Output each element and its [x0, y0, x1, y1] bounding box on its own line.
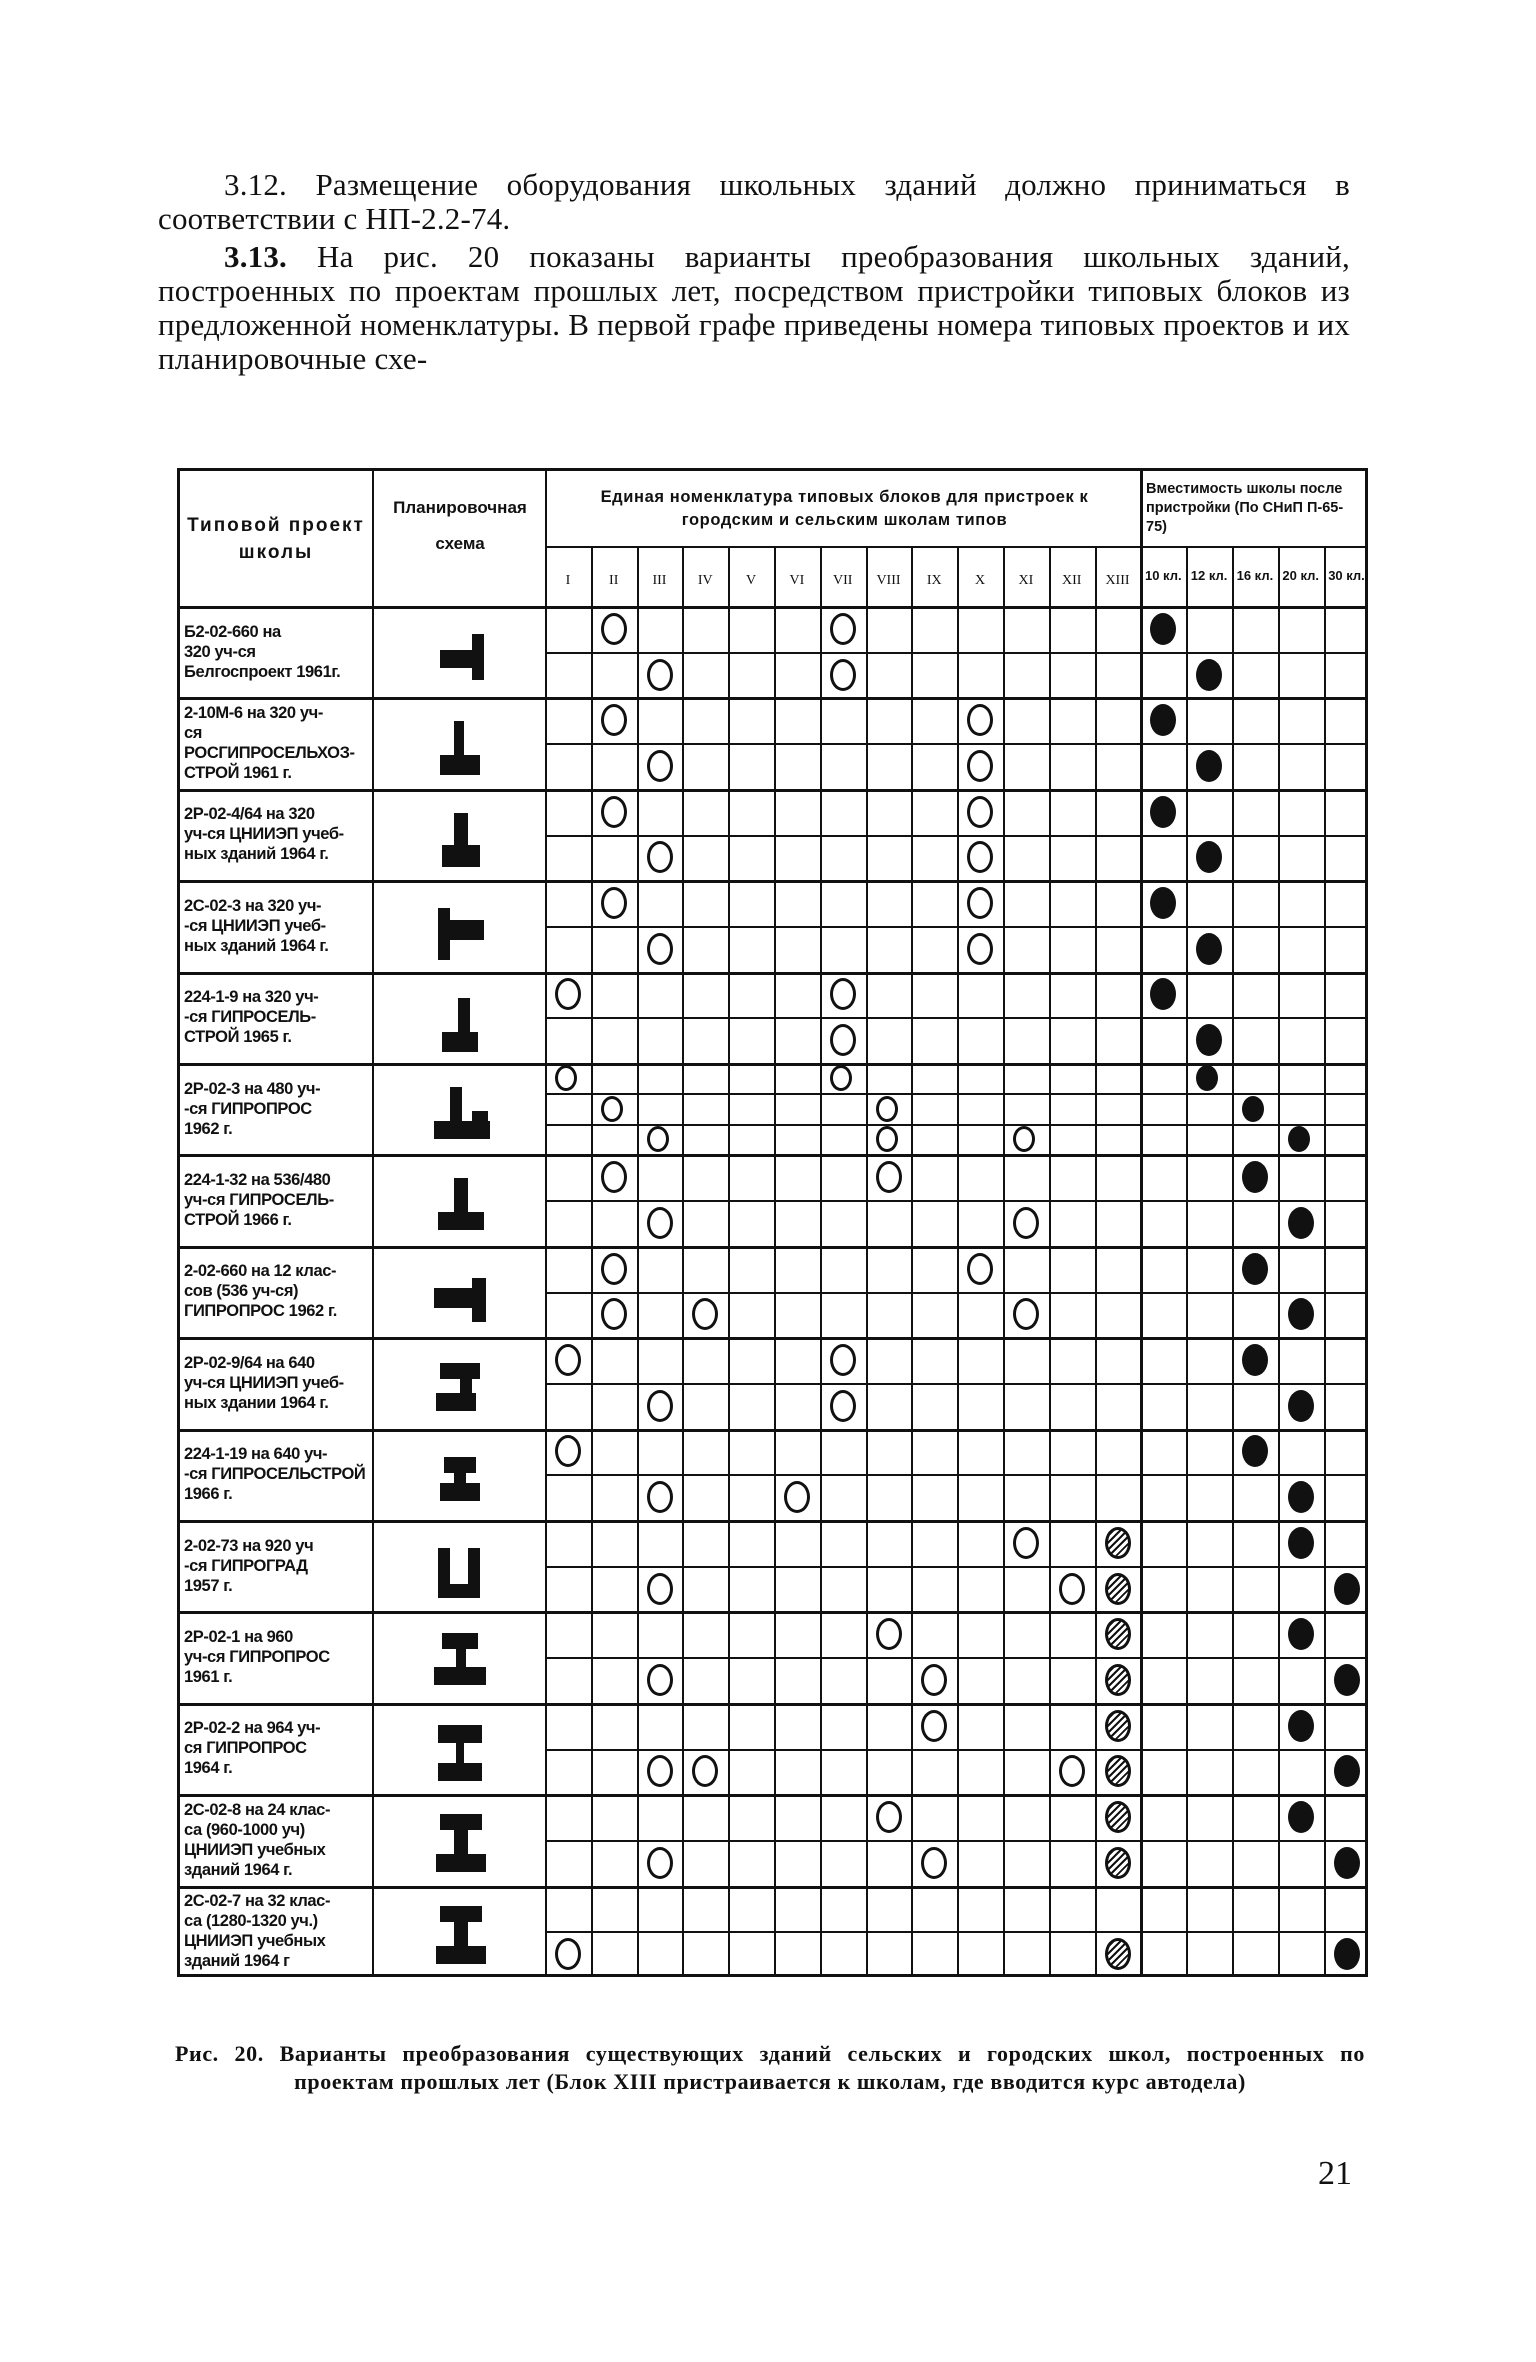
plan-scheme-icon — [420, 1800, 500, 1880]
variant-divider — [545, 1200, 1365, 1202]
variant-divider — [545, 1931, 1365, 1933]
block-type-header: V — [746, 573, 757, 588]
block-mark-open — [967, 841, 993, 873]
paragraph-text: Размещение оборудования школьных зданий должно приниматься в соответствии с НП-2.2-74. — [158, 167, 1351, 236]
block-mark-open — [555, 1344, 581, 1376]
block-mark-open — [1013, 1207, 1039, 1239]
plan-scheme-icon — [420, 1526, 500, 1606]
project-name: 224-1-19 на 640 уч- -ся ГИПРОСЕЛЬСТРОЙ 1966 г. — [184, 1445, 366, 1504]
capacity-mark-filled — [1288, 1390, 1314, 1422]
capacity-mark-filled — [1288, 1527, 1314, 1559]
plan-scheme-icon — [420, 1617, 500, 1697]
column-divider — [1278, 546, 1280, 1974]
capacity-mark-filled — [1196, 841, 1222, 873]
project-name: 2-02-73 на 920 уч -ся ГИПРОГРАД 1957 г. — [184, 1536, 314, 1595]
project-name: 224-1-9 на 320 уч- -ся ГИПРОСЕЛЬ- СТРОЙ 1965 г. — [184, 988, 319, 1047]
project-name: 2Р-02-2 на 964 уч- ся ГИПРОПРОС 1964 г. — [184, 1719, 321, 1778]
block-mark-open — [601, 704, 627, 736]
column-divider — [728, 546, 730, 1974]
block-type-header: X — [975, 573, 986, 588]
block-mark-hatched — [1105, 1618, 1131, 1650]
block-mark-hatched — [1105, 1847, 1131, 1879]
block-type-header: IX — [926, 573, 942, 588]
block-mark-open — [1059, 1755, 1085, 1787]
paragraph-3-13 — [158, 240, 1350, 376]
block-mark-open — [830, 613, 856, 645]
project-name: 2Р-02-4/64 на 320 уч-ся ЦНИИЭП учеб- ных зданий 1964 г. — [184, 805, 344, 864]
block-mark-hatched — [1105, 1573, 1131, 1605]
block-mark-open — [647, 1207, 673, 1239]
block-mark-open — [647, 1664, 673, 1696]
capacity-mark-filled — [1196, 933, 1222, 965]
plan-scheme-icon — [420, 1252, 500, 1332]
block-mark-open — [967, 1253, 993, 1285]
figure-20-table — [177, 468, 1368, 1977]
block-mark-open — [601, 796, 627, 828]
header-capacity: Вместимость школы после пристройки (По СНиП П-65-75) — [1146, 481, 1344, 535]
block-type-header: VII — [832, 573, 853, 588]
variant-divider — [545, 1093, 1365, 1095]
column-divider — [866, 546, 868, 1974]
block-mark-open — [876, 1618, 902, 1650]
header-blocks: Единая номенклатура типовых блоков для пристроек к городским и сельским школам типов — [600, 487, 1089, 529]
capacity-mark-filled — [1242, 1096, 1264, 1122]
variant-divider — [545, 1840, 1365, 1842]
column-divider — [957, 546, 959, 1974]
block-mark-open — [921, 1664, 947, 1696]
plan-scheme-icon — [420, 978, 500, 1058]
block-mark-open — [601, 887, 627, 919]
capacity-header: 30 кл. — [1328, 568, 1365, 583]
project-name: 2Р-02-3 на 480 уч- -ся ГИПРОПРОС 1962 г. — [184, 1079, 321, 1138]
plan-scheme-icon — [420, 1160, 500, 1240]
block-mark-open — [601, 613, 627, 645]
project-name: 2Р-02-9/64 на 640 уч-ся ЦНИИЭП учеб- ных здании 1964 г. — [184, 1353, 344, 1412]
block-mark-open — [967, 750, 993, 782]
block-mark-open — [601, 1096, 623, 1122]
block-mark-open — [601, 1253, 627, 1285]
paragraph-3-12 — [158, 168, 1350, 236]
page-number: 21 — [1318, 2155, 1352, 2192]
column-divider — [774, 546, 776, 1974]
column-divider — [911, 546, 913, 1974]
column-divider — [820, 546, 822, 1974]
capacity-mark-filled — [1150, 978, 1176, 1010]
block-mark-hatched — [1105, 1527, 1131, 1559]
capacity-mark-filled — [1196, 1065, 1218, 1091]
paragraph-number: 3.12. — [224, 167, 287, 202]
capacity-header: 16 кл. — [1236, 568, 1274, 583]
block-mark-hatched — [1105, 1710, 1131, 1742]
block-mark-hatched — [1105, 1801, 1131, 1833]
variant-divider — [545, 1474, 1365, 1476]
block-mark-open — [601, 1161, 627, 1193]
capacity-mark-filled — [1288, 1710, 1314, 1742]
capacity-mark-filled — [1150, 613, 1176, 645]
capacity-mark-filled — [1242, 1253, 1268, 1285]
block-mark-open — [555, 1065, 577, 1091]
plan-scheme-icon — [420, 1343, 500, 1423]
plan-scheme-icon — [420, 886, 500, 966]
plan-scheme-icon — [420, 1892, 500, 1972]
block-mark-open — [876, 1126, 898, 1152]
column-divider — [1324, 546, 1326, 1974]
plan-scheme-icon — [420, 1435, 500, 1515]
figure-caption: Рис. 20. Варианты преобразования существующих зданий сельских и городских школ, построенных по проектам прошлых лет (Блок XIII пристраивается к школам, где вводится курс автодела) — [175, 2041, 1365, 2094]
block-mark-open — [555, 978, 581, 1010]
block-mark-open — [555, 1435, 581, 1467]
block-mark-open — [967, 887, 993, 919]
capacity-mark-filled — [1334, 1664, 1360, 1696]
capacity-mark-filled — [1334, 1755, 1360, 1787]
variant-divider — [545, 835, 1365, 837]
capacity-mark-filled — [1242, 1161, 1268, 1193]
block-type-header: XIII — [1105, 573, 1130, 588]
block-mark-open — [647, 1481, 673, 1513]
block-mark-open — [647, 750, 673, 782]
capacity-header: 12 кл. — [1190, 568, 1228, 583]
block-mark-open — [967, 796, 993, 828]
capacity-mark-filled — [1288, 1481, 1314, 1513]
block-mark-hatched — [1105, 1755, 1131, 1787]
block-mark-open — [555, 1938, 581, 1970]
block-type-header: VI — [789, 573, 805, 588]
variant-divider — [545, 1017, 1365, 1019]
block-mark-open — [830, 1024, 856, 1056]
variant-divider — [545, 1383, 1365, 1385]
project-name: 2С-02-7 на 32 клас- са (1280-1320 уч.) ЦНИИЭП учебных зданий 1964 г — [184, 1892, 331, 1971]
column-divider — [1049, 546, 1051, 1974]
block-mark-hatched — [1105, 1938, 1131, 1970]
capacity-mark-filled — [1150, 796, 1176, 828]
variant-divider — [545, 1292, 1365, 1294]
project-name: Б2-02-660 на 320 уч-ся Белгоспроект 1961г. — [184, 622, 341, 681]
block-mark-open — [830, 659, 856, 691]
plan-scheme-icon — [420, 612, 500, 692]
variant-divider — [545, 1657, 1365, 1659]
block-mark-hatched — [1105, 1664, 1131, 1696]
block-mark-open — [692, 1298, 718, 1330]
block-mark-open — [601, 1298, 627, 1330]
capacity-header: 20 кл. — [1282, 568, 1319, 583]
column-divider — [682, 546, 684, 1974]
block-mark-open — [647, 1126, 669, 1152]
block-mark-open — [647, 1390, 673, 1422]
capacity-mark-filled — [1288, 1801, 1314, 1833]
capacity-mark-filled — [1288, 1618, 1314, 1650]
block-type-header: IV — [697, 573, 713, 588]
block-mark-open — [876, 1096, 898, 1122]
plan-scheme-icon — [420, 1069, 500, 1149]
plan-scheme-icon — [420, 703, 500, 783]
block-mark-open — [647, 659, 673, 691]
header-project: Типовой проект школы — [187, 514, 365, 563]
project-name: 2-02-660 на 12 клас- сов (536 уч-ся) ГИПРОПРОС 1962 г. — [184, 1262, 337, 1321]
block-type-header: VIII — [876, 573, 901, 588]
variant-divider — [545, 652, 1365, 654]
paragraph-text: На рис. 20 показаны варианты преобразования школьных зданий, построенных по проектам прошлых лет, посредством пристройки типовых блоков из предложенной номенклатуры. В первой графе приведены номера типовых проектов и их планировочные схе- — [158, 239, 1351, 376]
block-mark-open — [967, 933, 993, 965]
block-type-header: XII — [1061, 573, 1082, 588]
variant-divider — [545, 1749, 1365, 1751]
block-mark-open — [784, 1481, 810, 1513]
project-name: 2-10М-6 на 320 уч- ся РОСГИПРОСЕЛЬХОЗ- СТРОЙ 1961 г. — [184, 704, 355, 783]
project-name: 2Р-02-1 на 960 уч-ся ГИПРОПРОС 1961 г. — [184, 1628, 330, 1687]
block-mark-open — [1059, 1573, 1085, 1605]
column-divider — [1186, 546, 1188, 1974]
capacity-mark-filled — [1334, 1847, 1360, 1879]
block-mark-open — [830, 1065, 852, 1091]
capacity-mark-filled — [1242, 1344, 1268, 1376]
block-mark-open — [692, 1755, 718, 1787]
header-scheme: Планировочная схема — [393, 498, 527, 553]
capacity-mark-filled — [1196, 1024, 1222, 1056]
capacity-mark-filled — [1196, 750, 1222, 782]
block-type-header: II — [609, 573, 619, 588]
block-type-header: I — [565, 573, 571, 588]
block-mark-open — [1013, 1126, 1035, 1152]
plan-scheme-icon — [420, 795, 500, 875]
project-name: 224-1-32 на 536/480 уч-ся ГИПРОСЕЛЬ- СТРОЙ 1966 г. — [184, 1171, 334, 1230]
capacity-mark-filled — [1150, 887, 1176, 919]
block-mark-open — [921, 1710, 947, 1742]
variant-divider — [545, 1124, 1365, 1126]
block-mark-open — [647, 1573, 673, 1605]
block-mark-open — [830, 978, 856, 1010]
block-mark-open — [967, 704, 993, 736]
column-divider — [1095, 546, 1097, 1974]
capacity-mark-filled — [1196, 659, 1222, 691]
block-mark-open — [876, 1161, 902, 1193]
project-name: 2С-02-8 на 24 клас- са (960-1000 уч) ЦНИИЭП учебных зданий 1964 г. — [184, 1800, 331, 1879]
column-divider — [637, 546, 639, 1974]
block-mark-open — [876, 1801, 902, 1833]
variant-divider — [545, 743, 1365, 745]
block-mark-open — [647, 933, 673, 965]
column-divider — [591, 546, 593, 1974]
capacity-mark-filled — [1242, 1435, 1268, 1467]
capacity-mark-filled — [1334, 1938, 1360, 1970]
paragraph-number: 3.13. — [224, 239, 287, 274]
capacity-mark-filled — [1334, 1573, 1360, 1605]
block-mark-open — [647, 1755, 673, 1787]
block-mark-open — [1013, 1298, 1039, 1330]
capacity-header: 10 кл. — [1144, 568, 1182, 583]
block-mark-open — [830, 1344, 856, 1376]
capacity-mark-filled — [1288, 1207, 1314, 1239]
project-name: 2С-02-3 на 320 уч- -ся ЦНИИЭП учеб- ных зданий 1964 г. — [184, 896, 329, 955]
column-divider — [1003, 546, 1005, 1974]
block-mark-open — [647, 1847, 673, 1879]
block-mark-open — [921, 1847, 947, 1879]
column-divider — [1232, 546, 1234, 1974]
plan-scheme-icon — [420, 1709, 500, 1789]
capacity-mark-filled — [1150, 704, 1176, 736]
variant-divider — [545, 926, 1365, 928]
block-type-header: III — [652, 573, 667, 588]
block-mark-open — [830, 1390, 856, 1422]
block-mark-open — [647, 841, 673, 873]
variant-divider — [545, 1566, 1365, 1568]
capacity-mark-filled — [1288, 1298, 1314, 1330]
block-type-header: XI — [1018, 573, 1034, 588]
block-mark-open — [1013, 1527, 1039, 1559]
capacity-mark-filled — [1288, 1126, 1310, 1152]
